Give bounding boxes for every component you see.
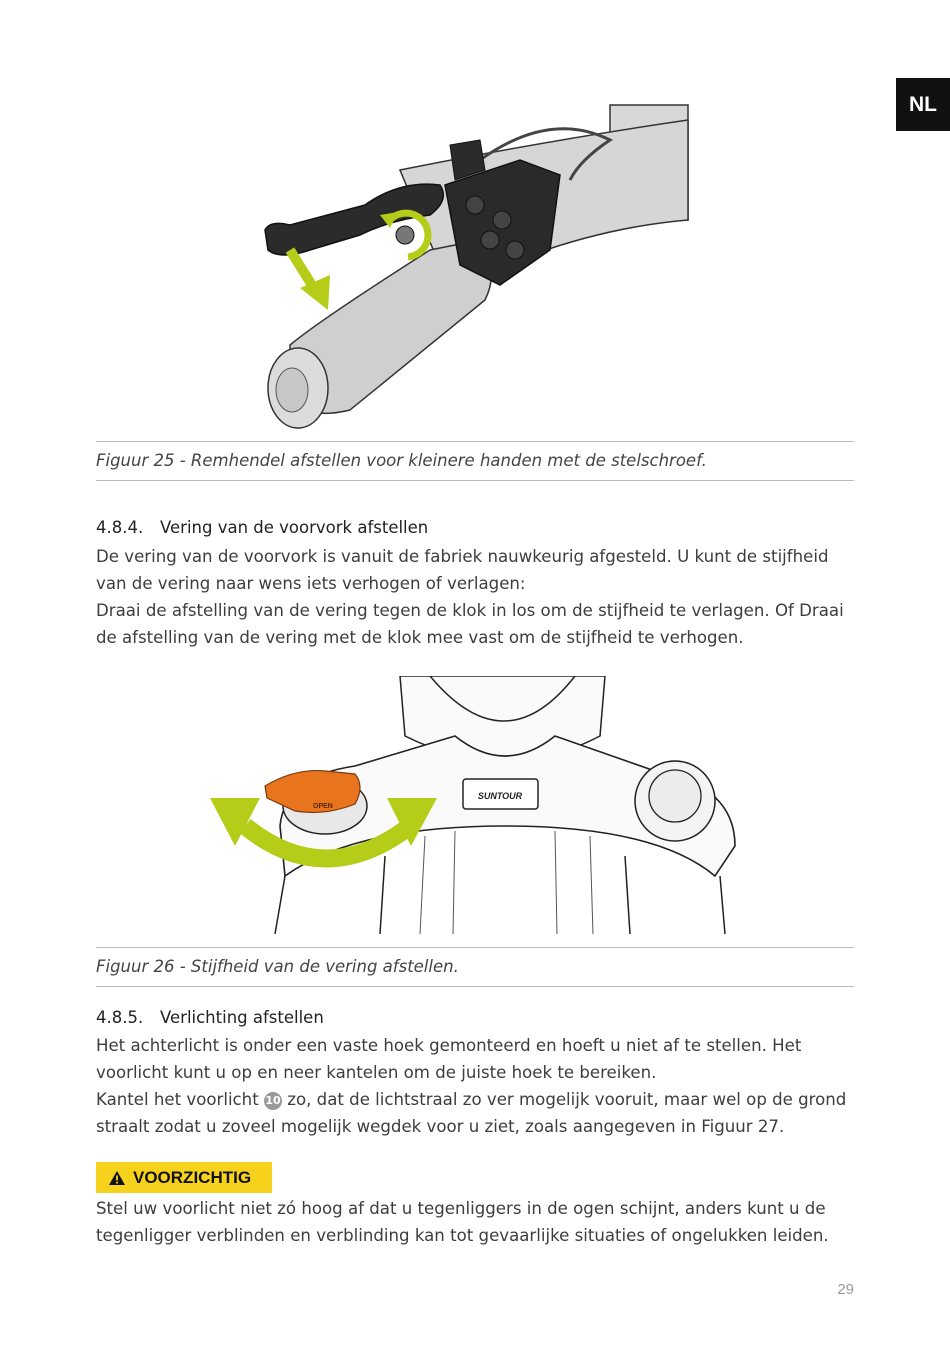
section-heading-4-8-4 <box>96 518 428 537</box>
section-title: Verlichting afstellen <box>160 1008 324 1027</box>
paragraph: De vering van de voorvork is vanuit de fabriek nauwkeurig afgesteld. U kunt de stijfheid van de vering naar wens iets verhogen of verlagen: <box>96 547 829 593</box>
caution-title: VOORZICHTIG <box>133 1167 252 1187</box>
caution-label <box>96 1162 272 1193</box>
caption-rule-bottom <box>96 986 854 987</box>
caption-rule-top <box>96 441 854 442</box>
warning-icon <box>108 1170 126 1186</box>
caption-rule-bottom <box>96 480 854 481</box>
section-title: Vering van de voorvork afstellen <box>160 518 429 537</box>
section-4-8-4-body <box>96 543 856 651</box>
text-span: zo, dat de lichtstraal zo ver mogelijk vooruit, maar wel op de grond straalt zodat u zoveel mogelijk wegdek voor u ziet, zoals aangegeven in Figuur 27. <box>96 1090 847 1136</box>
knob-label: OPEN <box>313 803 333 810</box>
figure-26-illustration <box>205 676 750 934</box>
figure-25-illustration <box>250 100 700 430</box>
section-number: 4.8.4. <box>96 518 144 537</box>
reference-number-badge: 10 <box>264 1092 282 1110</box>
paragraph <box>96 1086 856 1140</box>
section-number: 4.8.5. <box>96 1008 144 1027</box>
paragraph: Stel uw voorlicht niet zó hoog af dat u tegenliggers in de ogen schijnt, anders kunt u de tegenligger verblinden en verblinding kan tot gevaarlijke situaties of ongelukken leiden. <box>96 1199 829 1245</box>
crown-label: SUNTOUR <box>477 791 523 801</box>
paragraph: Draai de afstelling van de vering tegen de klok in los om de stijfheid te verlagen. Of Draai de afstelling van de vering met de klok mee vast om de stijfheid te verhogen. <box>96 601 844 647</box>
paragraph: Het achterlicht is onder een vaste hoek gemonteerd en hoeft u niet af te stellen. Het voorlicht kunt u op en neer kantelen om de juiste hoek te bereiken. <box>96 1036 802 1082</box>
section-4-8-5-body <box>96 1032 856 1140</box>
caution-text <box>96 1195 856 1249</box>
text-span: Kantel het voorlicht <box>96 1090 259 1109</box>
page-number: 29 <box>837 1281 854 1298</box>
figure-26-caption: Figuur 26 - Stijfheid van de vering afstellen. <box>96 957 459 976</box>
figure-25-caption: Figuur 25 - Remhendel afstellen voor kleinere handen met de stelschroef. <box>96 451 707 470</box>
section-heading-4-8-5 <box>96 1008 324 1027</box>
caption-rule-top <box>96 947 854 948</box>
language-tab: NL <box>896 78 950 131</box>
